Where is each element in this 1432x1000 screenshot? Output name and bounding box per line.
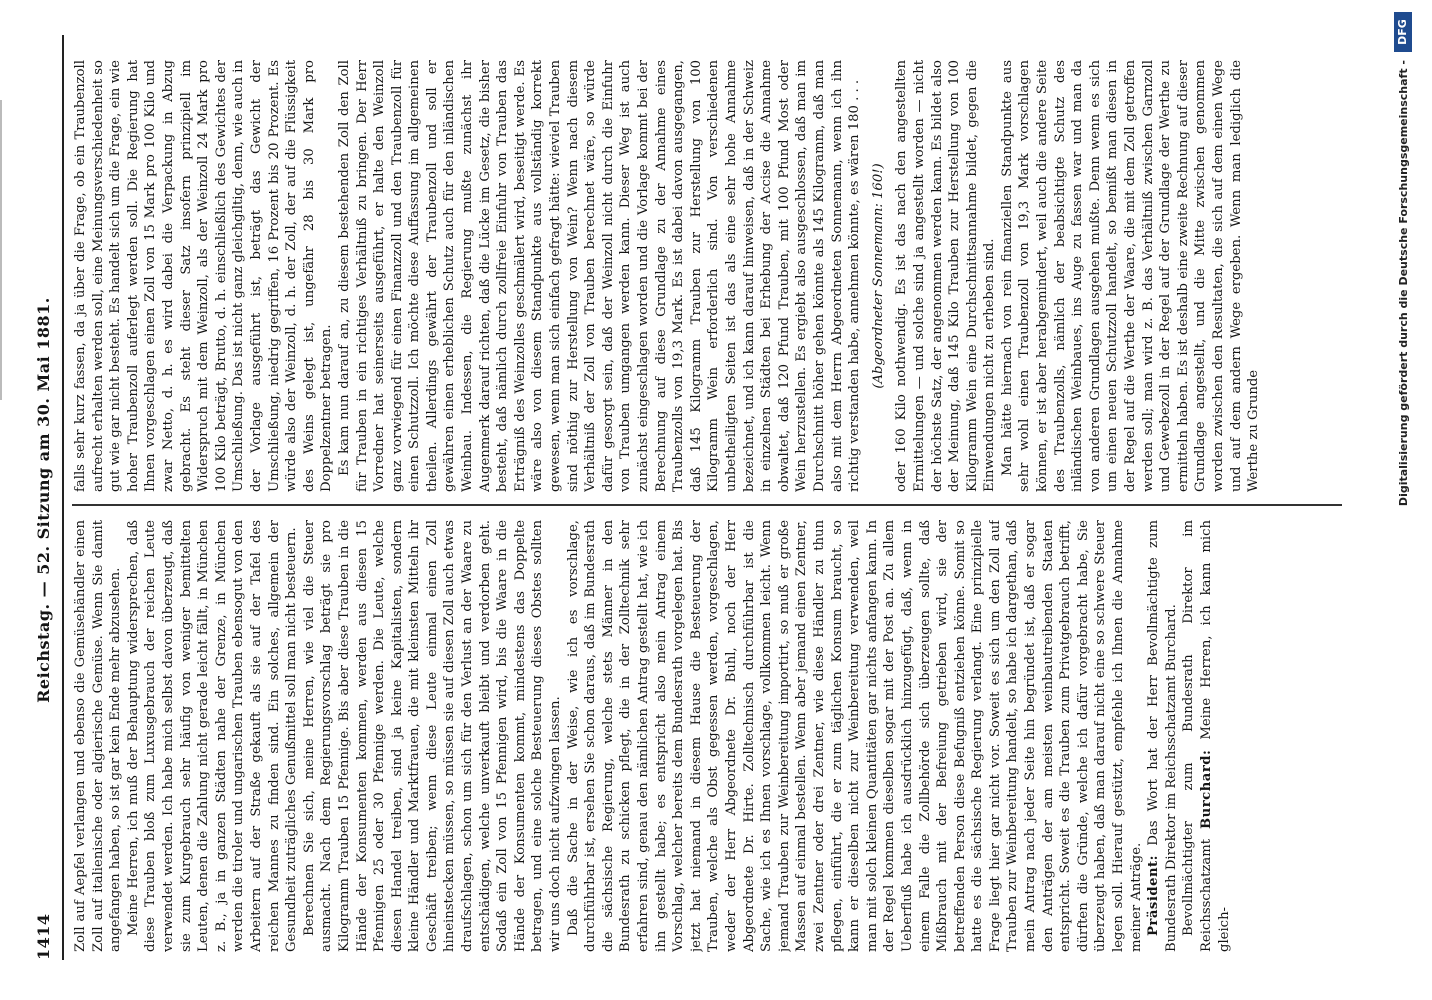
speaker-label: Burchard:: [1199, 749, 1214, 829]
speaker-text: Das Wort hat der Herr Bevollmächtigte zum Bundesrath Direktor im Reichsschatzamt Burchard.: [1146, 520, 1179, 952]
paragraph: falls sehr kurz fassen, da ja über die Frage, ob ein Traubenzoll aufrecht erhalten werden soll, eine Meinungsverschiedenheit so gut wie gar nicht besteht. Es handelt sich um die Frage, ein wie hoher Traubenzoll auferlegt werden soll. Die Regierung hat Ihnen vorgeschlagen einen Zoll von 15 Mark pro 100 Kilo und zwar Netto, d. h. es wird dabei die Verpackung in Abzug gebracht. Es steht dieser Satz insofern prinzipiell im Widerspruch mit dem Weinzoll, als der Weinzoll 24 Mark pro 100 Kilo beträgt, Brutto, d. h. einschließlich des Gewichtes der Umschließung. Das ist nicht ganz gleichgiltig, denn, wie auch in der Vorlage ausgeführt ist, beträgt das Gewicht der Umschließung, niedrig gegriffen, 16 Prozent bis 20 Prozent. Es würde also der Weinzoll, d. h. der Zoll, der auf die Flüssigkeit des Weins gelegt ist, ungefähr 28 bis 30 Mark pro Doppelzentner betragen.: [73, 60, 335, 492]
paragraph: Zoll auf Aepfel verlangen und ebenso die Gemüsehändler einen Zoll auf italienische oder algierische Gemüse. Wenn Sie damit angefangen haben, so ist gar kein Ende mehr abzusehen.: [73, 520, 124, 952]
header-rule: [62, 35, 64, 960]
dfg-logo: DFG: [1394, 12, 1412, 52]
speaker-text: Meine Herren, ich kann mich gleich-: [1199, 520, 1232, 952]
running-title: Reichstag. — 52. Sitzung am 30. Mai 1881.: [34, 297, 53, 703]
right-column: [72, 60, 1352, 492]
speaker-title: Bevollmächtigter zum Bundesrath Direktor im Reichsschatzamt: [1181, 520, 1214, 952]
speaker-label: Präsident:: [1146, 854, 1162, 936]
paragraph: Berechnen Sie sich, meine Herren, wie viel die Steuer ausmacht. Nach dem Regierungsvorschlag beträgt sie pro Kilogramm Trauben 15 Pfennige. Bis aber diese Trauben in die Hände der Konsumenten kommen, werden aus diesen 15 Pfennigen 25 oder 30 Pfennige werden. Die Leute, welche diesen Handel treiben, sind ja keine Kapitalisten, sondern kleine Händler und Marktfrauen, die mit kleinsten Mitteln ihr Geschäft treiben; wenn diese Leute einmal einen Zoll hineinstecken müssen, so müssen sie auf diesen Zoll auch etwas draufschlagen, schon um sich für den Verlust an der Waare zu entschädigen, welche unverkauft bleibt und verdorben geht. Sodaß ein Zoll von 15 Pfennigen wird, bis die Waare in die Hände der Konsumenten kommt, mindestens das Doppelte betragen, und eine solche Besteuerung dieses Obstes sollten wir uns doch nicht aufzwingen lassen.: [301, 520, 564, 952]
interjection: (Abgeordneter Sonnemann: 160!): [870, 163, 886, 389]
digitization-credit: [1393, 0, 1417, 1000]
paragraph: oder 160 Kilo nothwendig. Es ist das nach den angestellten Ermittelungen — und solche sind ja angestellt worden — nicht der höchste Satz, der angenommen werden kann. Es bildet also der Meinung, daß 145 Kilo Trauben zur Herstellung von 100 Kilogramm Wein eine Durchschnittsannahme bildet, gegen die Einwendungen nicht zu erheben sind.: [894, 60, 998, 492]
speaker-paragraph: [1145, 520, 1180, 952]
paragraph: Man hätte hiernach von rein finanziellen Standpunkte aus sehr wohl einen Traubenzoll von 19,3 Mark vorschlagen können, er ist aber herabgemindert, weil auch die andere Seite des Traubenzolls, nämlich der beabsichtigte Schutz des inländischen Weinbaues, ins Auge zu fassen war und man da von anderen Grundlagen ausgehen mußte. Denn wenn es sich um einen neuen Schutzzoll handelt, so bemißt man diesen in der Regel auf die Werthe der Waare, die mit dem Zoll getroffen werden soll; man wird z. B. das Verhältniß zwischen Garnzoll und Gewebezoll in der Regel auf der Grundlage der Werthe zu ermitteln haben. Es ist deshalb eine zweite Rechnung auf dieser Grundlage angestellt, und die Mitte zwischen genommen worden zwischen den Resultaten, die sich auf dem einen Wege und auf dem andern Wege ergeben. Wenn man lediglich die Werthe zu Grunde: [999, 60, 1262, 492]
credit-text: Digitalisierung gefördert durch die Deutsche Forschungsgemeinschaft -: [1397, 60, 1410, 507]
page-header: [30, 40, 58, 960]
speaker-paragraph: [1180, 520, 1233, 952]
page-number: 1414: [34, 913, 53, 960]
left-column: [72, 520, 1352, 952]
paragraph: Daß die Sache in der Weise, wie ich es vorschlage, durchführbar ist, ersehen Sie schon daraus, daß im Bundesrath die sächsische Regierung, welche stets Männer in den Bundesrath zu schicken pflegt, die in der Zolltechnik sehr erfahren sind, genau den nämlichen Antrag gestellt hat, wie ich ihn gestellt habe; es entspricht also mein Antrag einem Vorschlag, welcher bereits dem Bundesrath vorgelegen hat. Bis jetzt hat niemand in diesem Hause die Besteuerung der Trauben, welche als Obst gegessen werden, vorgeschlagen, weder der Herr Abgeordnete Dr. Buhl, noch der Herr Abgeordnete Dr. Hirte. Zolltechnisch durchführbar ist die Sache, wie ich es Ihnen vorschlage, vollkommen leicht. Wenn jemand Trauben zur Weinbereitung importirt, so muß er große Massen auf einmal bestellen. Wenn aber jemand einen Zentner, zwei Zentner oder drei Zentner, wie diese Händler zu thun pflegen, einführt, die er zum täglichen Konsum braucht, so kann er dieselben nicht zur Weinbereitung verwenden, weil man mit solch kleinen Quantitäten gar nichts anfangen kann. In der Regel kommen dieselben sogar mit der Post an. Zu allem Ueberfluß habe ich ausdrücklich hinzugefügt, daß, wenn in einem Falle die Zollbehörde sich überzeugen sollte, daß Mißbrauch mit der Befreiung getrieben wird, sie der betreffenden Person diese Befugniß entziehen könne. Somit so hatte es die sächsische Regierung verlangt. Eine prinzipielle Frage liegt hier gar nicht vor. Soweit es sich um den Zoll auf Trauben zur Weinbereitung handelt, so habe ich dargethan, daß mein Antrag nach jeder Seite hin begründet ist, daß er sogar den Anträgen der am meisten weinbautreibenden Staaten entspricht. Soweit es die Trauben zum Privatgebrauch betrifft, dürften die Gründe, welche ich dafür vorgebracht habe, Sie überzeugt haben, daß man darauf nicht eine so schwere Steuer legen soll. Hierauf gestützt, empfehle ich Ihnen die Annahme meiner Anträge.: [565, 520, 1144, 952]
paragraph: Meine Herren, ich muß der Behauptung widersprechen, daß diese Trauben bloß zum Luxusgebrauch der reichen Leute verwendet werden. Ich habe mich selbst davon überzeugt, daß sie zum Kurgebrauch sehr häufig von weniger bemittelten Leuten, denen die Zahlung nicht gerade leicht fällt, in München z. B., ja in ganzen Städten nahe der Grenze, in München werden die tiroler und ungarischen Trauben ebensogut von den Arbeitern auf der Straße gekauft als sie auf der Tafel des reichen Mannes zu finden sind. Ein solches, allgemein der Gesundheit zuträgliches Genußmittel soll man nicht besteuern.: [125, 520, 300, 952]
paragraph: Es kam nun darauf an, zu diesem bestehenden Zoll den Zoll für Trauben in ein richtiges Verhältniß zu bringen. Der Herr Vorredner hat seinerseits ausgeführt, er halte den Weinzoll ganz vorwiegend für einen Finanzzoll und den Traubenzoll für einen Schutzzoll. Ich möchte diese Auffassung im allgemeinen theilen. Allerdings gewährt der Traubenzoll und soll er gewähren einen erheblichen Schutz auch für den inländischen Weinbau. Indessen, die Regierung mußte zunächst ihr Augenmerk darauf richten, daß die Lücke im Gesetz, die bisher besteht, daß nämlich durch zollfreie Einfuhr von Trauben das Erträgniß des Weinzolles geschmälert wird, beseitigt werde. Es wäre also von diesem Standpunkte aus vollständig korrekt gewesen, wenn man sich einfach gefragt hätte: wieviel Trauben sind nöthig zur Herstellung von Wein? Wenn nach diesem Verhältniß der Zoll von Trauben berechnet wäre, so würde dafür gesorgt sein, daß der Weinzoll nicht durch die Einfuhr von Trauben umgangen werden kann. Dieser Weg ist auch zunächst eingeschlagen worden und die Vorlage kommt bei der Berechnung auf diese Grundlage zu der Annahme eines Traubenzolls von 19,3 Mark. Es ist dabei davon ausgegangen, daß 145 Kilogramm Trauben zur Herstellung von 100 Kilogramm Wein erforderlich sind. Von verschiedenen unbetheiligten Seiten ist das als eine sehr hohe Annahme bezeichnet, und ich kann darauf hinweisen, daß in der Schweiz in einzelnen Städten bei Erhebung der Accise die Annahme obwaltet, daß 120 Pfund Trauben, mit 100 Pfund Most oder Wein herzustellen. Es ergiebt also ausgeschlossen, daß man im Durchschnitt höher gehen könnte als 145 Kilogramm, daß man also mit dem Herrn Abgeordneten Sonnemann, wenn ich ihn richtig verstanden habe, annehmen könnte, es wären 180 . . .: [336, 60, 863, 492]
column-divider: [72, 504, 1342, 506]
